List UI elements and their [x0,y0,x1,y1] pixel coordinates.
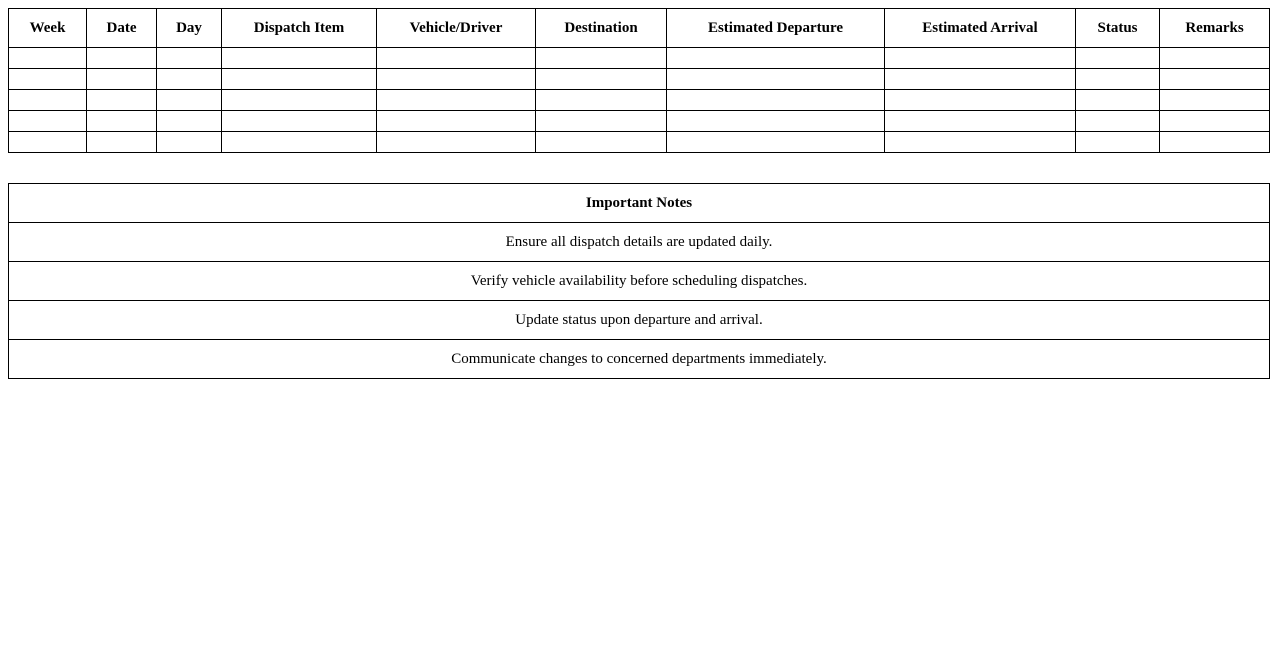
cell-date[interactable] [87,132,157,153]
cell-estimated-departure[interactable] [667,90,885,111]
notes-title: Important Notes [9,184,1270,223]
cell-date[interactable] [87,48,157,69]
cell-dispatch-item[interactable] [222,48,377,69]
cell-day[interactable] [157,48,222,69]
cell-estimated-arrival[interactable] [885,111,1076,132]
cell-estimated-arrival[interactable] [885,132,1076,153]
important-notes-table [8,183,1270,379]
table-row [9,48,1270,69]
column-header-destination: Destination [536,9,667,48]
cell-status[interactable] [1076,132,1160,153]
cell-remarks[interactable] [1160,132,1270,153]
cell-estimated-departure[interactable] [667,48,885,69]
cell-status[interactable] [1076,69,1160,90]
cell-dispatch-item[interactable] [222,90,377,111]
column-header-estimated-arrival: Estimated Arrival [885,9,1076,48]
cell-week[interactable] [9,111,87,132]
column-header-date: Date [87,9,157,48]
table-row [9,90,1270,111]
cell-vehicle-driver[interactable] [377,132,536,153]
header-row [9,9,1270,48]
column-header-dispatch-item: Dispatch Item [222,9,377,48]
cell-estimated-arrival[interactable] [885,69,1076,90]
cell-estimated-departure[interactable] [667,69,885,90]
cell-estimated-departure[interactable] [667,111,885,132]
cell-remarks[interactable] [1160,48,1270,69]
dispatch-schedule-table [8,8,1270,153]
cell-remarks[interactable] [1160,111,1270,132]
cell-week[interactable] [9,90,87,111]
cell-date[interactable] [87,90,157,111]
cell-status[interactable] [1076,48,1160,69]
cell-vehicle-driver[interactable] [377,69,536,90]
cell-dispatch-item[interactable] [222,132,377,153]
cell-destination[interactable] [536,69,667,90]
cell-destination[interactable] [536,111,667,132]
note-item: Ensure all dispatch details are updated daily. [9,223,1270,262]
cell-estimated-arrival[interactable] [885,90,1076,111]
cell-week[interactable] [9,132,87,153]
cell-status[interactable] [1076,90,1160,111]
cell-week[interactable] [9,48,87,69]
cell-day[interactable] [157,90,222,111]
cell-dispatch-item[interactable] [222,111,377,132]
cell-day[interactable] [157,132,222,153]
note-item: Verify vehicle availability before scheduling dispatches. [9,262,1270,301]
column-header-estimated-departure: Estimated Departure [667,9,885,48]
cell-estimated-arrival[interactable] [885,48,1076,69]
cell-day[interactable] [157,111,222,132]
cell-destination[interactable] [536,132,667,153]
table-row [9,111,1270,132]
column-header-vehicle-driver: Vehicle/Driver [377,9,536,48]
column-header-remarks: Remarks [1160,9,1270,48]
cell-date[interactable] [87,111,157,132]
cell-day[interactable] [157,69,222,90]
note-row [9,262,1270,301]
cell-vehicle-driver[interactable] [377,48,536,69]
cell-estimated-departure[interactable] [667,132,885,153]
column-header-status: Status [1076,9,1160,48]
table-row [9,132,1270,153]
cell-destination[interactable] [536,90,667,111]
cell-date[interactable] [87,69,157,90]
table-row [9,69,1270,90]
note-row [9,340,1270,379]
cell-week[interactable] [9,69,87,90]
cell-vehicle-driver[interactable] [377,111,536,132]
cell-remarks[interactable] [1160,69,1270,90]
note-row [9,223,1270,262]
cell-destination[interactable] [536,48,667,69]
cell-vehicle-driver[interactable] [377,90,536,111]
cell-remarks[interactable] [1160,90,1270,111]
note-item: Communicate changes to concerned departments immediately. [9,340,1270,379]
cell-dispatch-item[interactable] [222,69,377,90]
cell-status[interactable] [1076,111,1160,132]
column-header-day: Day [157,9,222,48]
note-row [9,301,1270,340]
column-header-week: Week [9,9,87,48]
note-item: Update status upon departure and arrival. [9,301,1270,340]
notes-header-row [9,184,1270,223]
